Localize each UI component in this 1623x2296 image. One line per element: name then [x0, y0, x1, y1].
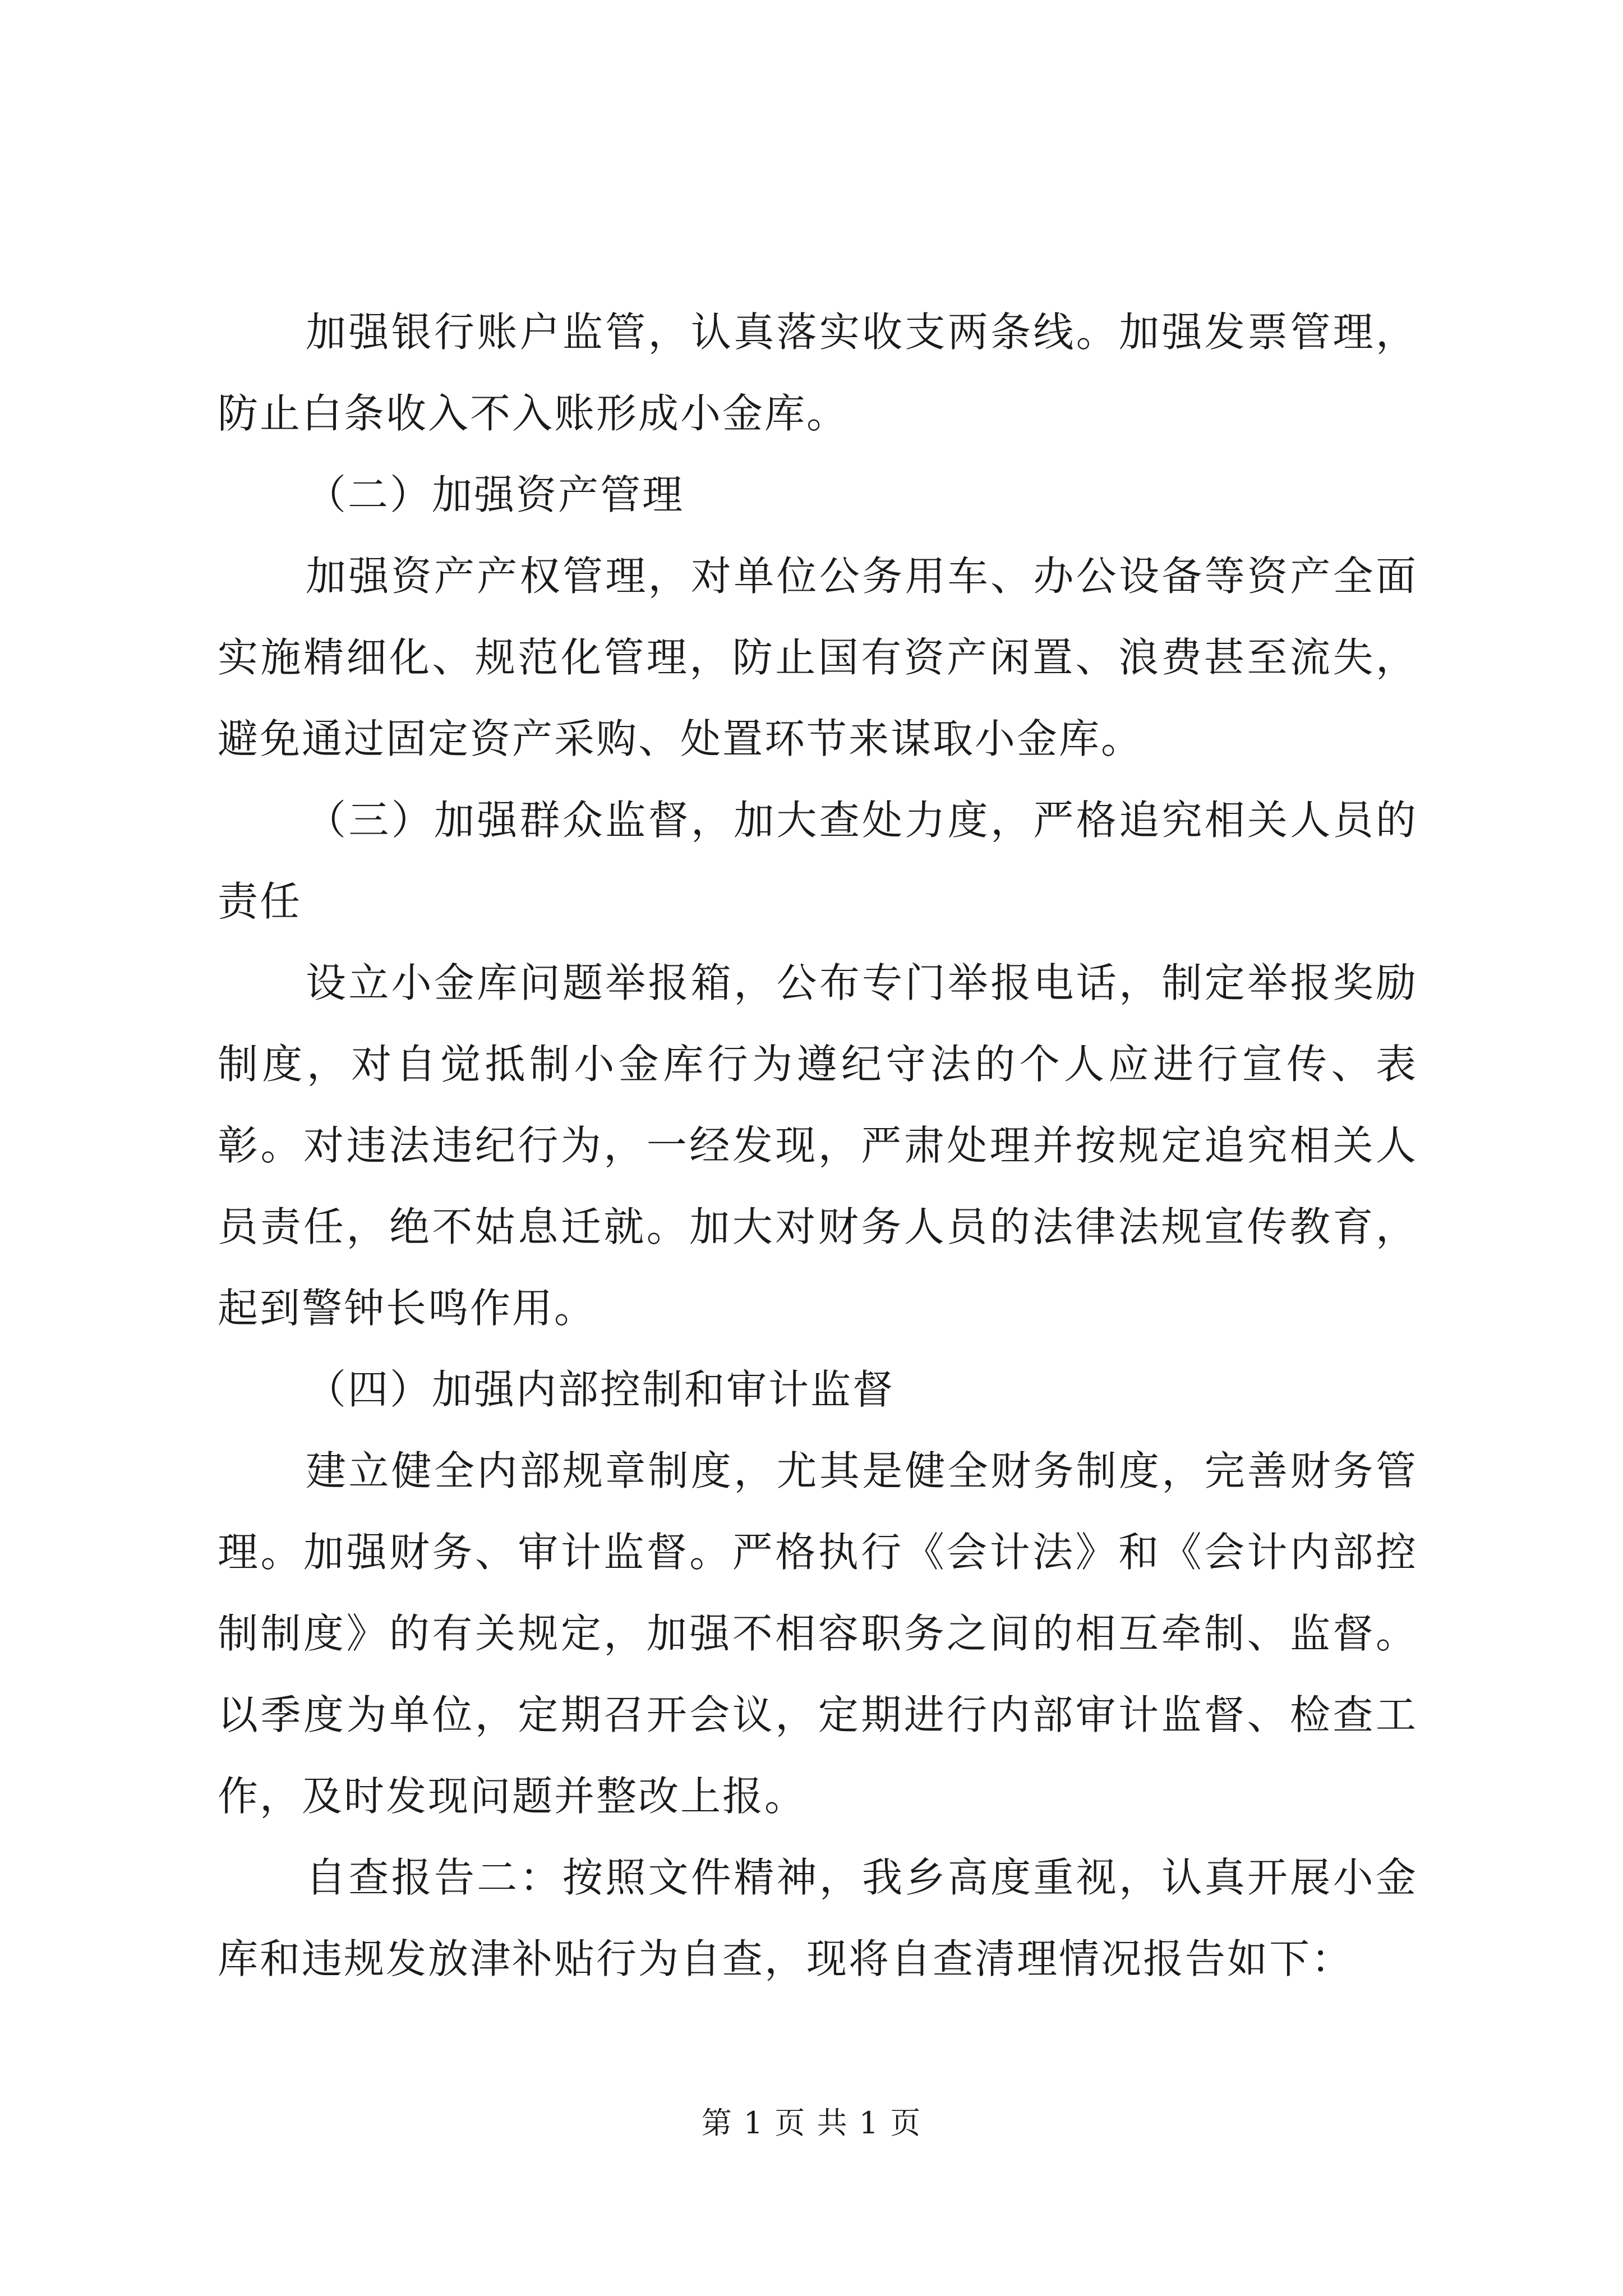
- paragraph-self-inspection-report-2: 自查报告二：按照文件精神，我乡高度重视，认真开展小金库和违规发放津补贴行为自查，现将自查清理情况报告如下：: [218, 1854, 1418, 1982]
- paragraph-public-supervision: 设立小金库问题举报箱，公布专门举报电话，制定举报奖励制度，对自觉抵制小金库行为遵纪守法的个人应进行宣传、表彰。对违法违纪行为，一经发现，严肃处理并按规定追究相关人员责任，绝不姑息迁就。加大对财务人员的法律法规宣传教育，起到警钟长鸣作用。: [218, 959, 1418, 1332]
- paragraph-bank-account: 加强银行账户监管，认真落实收支两条线。加强发票管理，防止白条收入不入账形成小金库。: [218, 309, 1418, 437]
- page-footer: 第 1 页 共 1 页: [701, 2105, 922, 2141]
- paragraph-asset-management: 加强资产产权管理，对单位公务用车、办公设备等资产全面实施精细化、规范化管理，防止国有资产闲置、浪费甚至流失，避免通过固定资产采购、处置环节来谋取小金库。: [218, 553, 1418, 762]
- paragraph-internal-control: 建立健全内部规章制度，尤其是健全财务制度，完善财务管理。加强财务、审计监督。严格执行《会计法》和《会计内部控制制度》的有关规定，加强不相容职务之间的相互牵制、监督。以季度为单位，定期召开会议，定期进行内部审计监督、检查工作，及时发现问题并整改上报。: [218, 1447, 1418, 1820]
- heading-asset-management: （二）加强资产管理: [306, 471, 685, 518]
- heading-internal-control: （四）加强内部控制和审计监督: [306, 1366, 895, 1413]
- heading-public-supervision: （三）加强群众监督，加大查处力度，严格追究相关人员的责任: [218, 797, 1418, 925]
- document-body: [218, 292, 1418, 2000]
